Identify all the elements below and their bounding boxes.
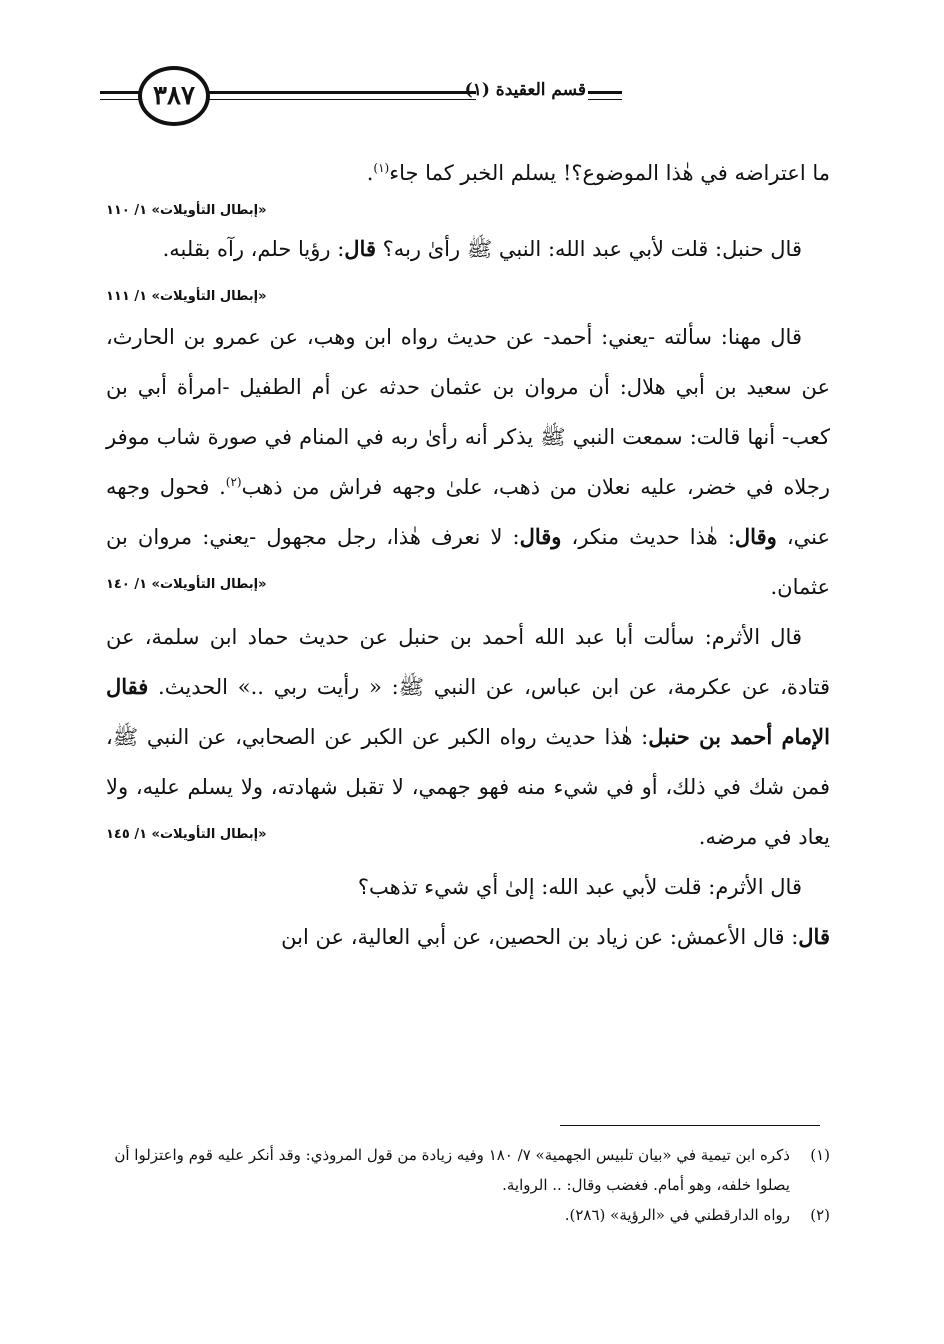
section-title: قسم العقيدة (١)	[464, 80, 586, 100]
footnote-1	[106, 1140, 830, 1200]
bold-keyword: فقال الإمام أحمد بن حنبل	[106, 674, 830, 749]
footnote-ref-2: (٢)	[225, 475, 242, 489]
page-number: ٣٨٧	[138, 66, 210, 126]
footnote-text: ذكره ابن تيمية في «بيان تلبيس الجهمية» ٧/ ١٨٠ وفيه زيادة من قول المروذي: وقد أنكر عليه قوم واعتزلوا أن يصلوا خلفه، وهو أمام. فغضب وقال: .. الرواية.	[114, 1146, 790, 1194]
text-span: : هٰذا حديث رواه الكبر عن الكبر عن الصحابي، عن النبي ﷺ، فمن شك في ذلك، أو في شيء منه فهو جهمي، لا تقبل شهادته، ولا يسلم عليه، ولا يعاد في مرضه.	[106, 725, 830, 849]
footnote-text: رواه الدارقطني في «الرؤية» (٢٨٦).	[564, 1206, 790, 1224]
paragraph-3	[106, 312, 830, 612]
footnote-number: (١)	[810, 1146, 830, 1164]
footnote-separator	[560, 1125, 820, 1126]
paragraph-1	[106, 148, 830, 198]
text-span: قال الأثرم: سألت أبا عبد الله أحمد بن حنبل عن حديث حماد ابن سلمة، عن قتادة، عن عكرمة، عن ابن عباس، عن النبي ﷺ: « رأيت ربي ..» الحديث.	[106, 625, 830, 699]
bold-keyword: وقال	[519, 524, 562, 549]
bold-keyword: قال	[798, 924, 830, 949]
paragraph-2	[106, 224, 830, 304]
paragraph-6	[106, 912, 830, 962]
text-span: : قال الأعمش: عن زياد بن الحصين، عن أبي العالية، عن ابن	[281, 925, 799, 949]
text-span: . فحول وجهه عني،	[106, 475, 831, 549]
text-span: ما اعتراضه في هٰذا الموضوع؟! يسلم الخبر كما جاء	[389, 161, 830, 185]
paragraph-4	[106, 612, 830, 862]
footnote-ref-1: (١)	[373, 161, 390, 175]
footnotes	[106, 1140, 830, 1230]
source-citation: «إبطال التأويلات» ١/ ١٤٠	[106, 577, 267, 592]
header-rule-right-thin	[588, 99, 622, 100]
header-rule-left	[100, 91, 142, 94]
source-line-1	[106, 198, 830, 224]
footnote-2	[106, 1200, 830, 1230]
source-citation: «إبطال التأويلات» ١/ ١٤٥	[106, 827, 267, 842]
bold-keyword: وقال	[734, 524, 777, 549]
paragraph-5: قال الأثرم: قلت لأبي عبد الله: إلىٰ أي شيء تذهب؟	[357, 875, 802, 899]
text-span: : رؤيا حلم، رآه بقلبه.	[162, 237, 345, 261]
main-text	[106, 148, 830, 962]
source-citation: «إبطال التأويلات» ١/ ١١٠	[106, 203, 267, 218]
header-rule-middle-thin	[208, 99, 476, 100]
header-rule-middle	[208, 91, 476, 94]
source-citation: «إبطال التأويلات» ١/ ١١١	[106, 289, 267, 304]
bold-keyword: قال	[344, 236, 376, 261]
text-span: : هٰذا حديث منكر،	[561, 525, 735, 549]
text-span: .	[366, 161, 374, 185]
header-rule-right	[588, 91, 622, 94]
footnote-number: (٢)	[810, 1206, 830, 1224]
text-span: : لا نعرف هٰذا، رجل مجهول -يعني: مروان بن عثمان.	[106, 525, 830, 599]
text-span: قال مهنا: سألته -يعني: أحمد- عن حديث رواه ابن وهب، عن عمرو بن الحارث، عن سعيد بن أبي هلال: أن مروان بن عثمان حدثه عن أم الطفيل -امرأة أبي بن كعب- أنها قالت: سمعت النبي ﷺ يذكر أنه رأىٰ ربه في المنام في صورة شاب موفر رجلاه في خضر، عليه نعلان من ذهب، علىٰ وجهه فراش من ذهب	[106, 325, 830, 499]
page-header	[100, 66, 836, 130]
header-rule-left-thin	[100, 99, 142, 100]
text-span: قال حنبل: قلت لأبي عبد الله: النبي ﷺ رأىٰ ربه؟	[375, 237, 802, 261]
